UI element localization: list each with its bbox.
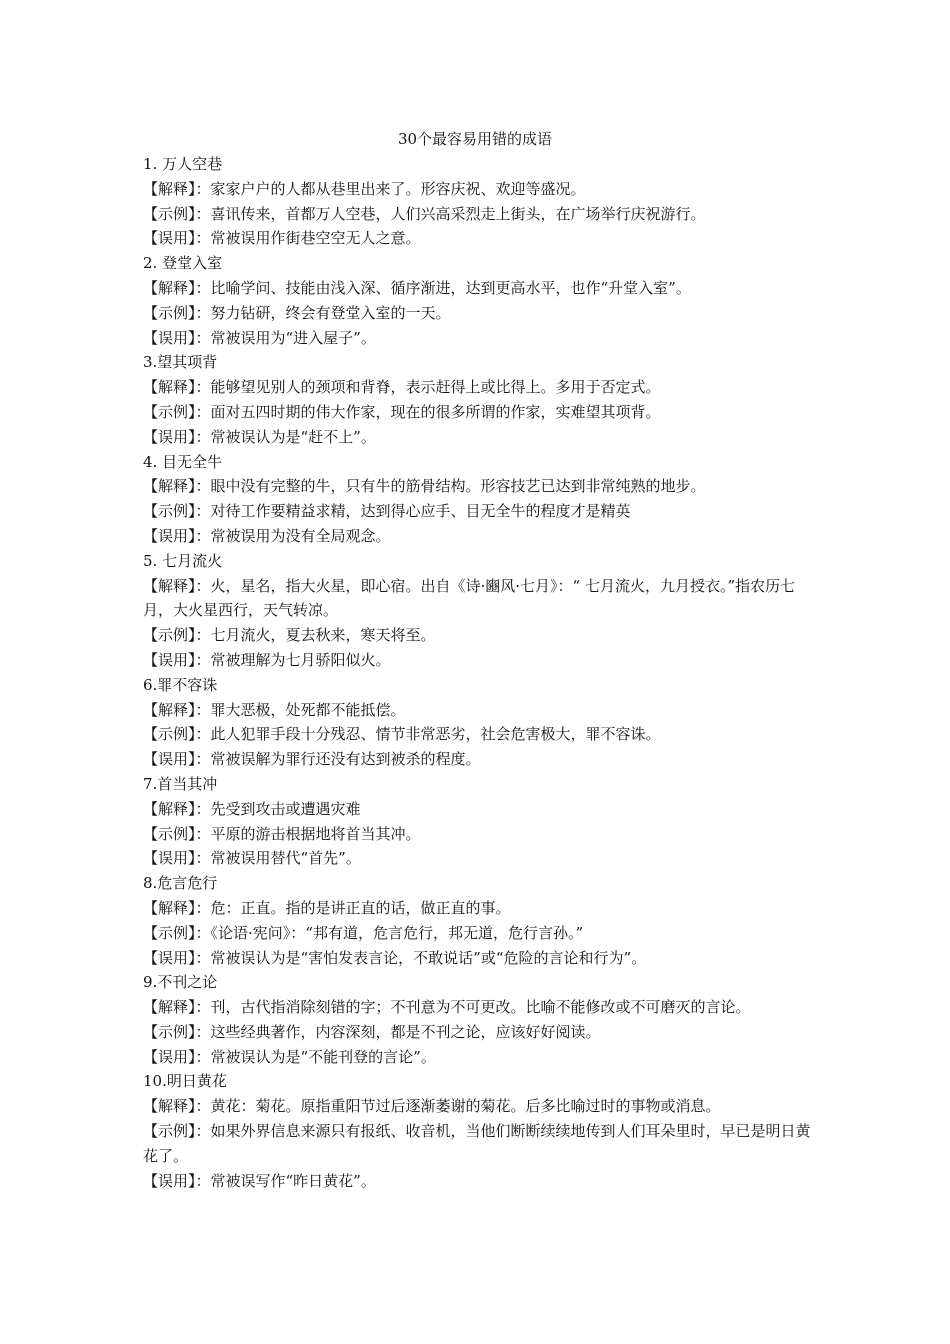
idiom-heading: 5. 七月流火 [143,551,223,570]
example-label: 【示例】： [143,402,211,421]
idiom-section [143,673,811,772]
example-line [143,202,811,227]
misuse-text: 常被理解为七月骄阳似火。 [210,650,391,669]
idiom-heading: 9.不刊之论 [143,973,218,992]
misuse-line [143,946,811,971]
misuse-line [143,524,811,549]
misuse-label: 【误用】： [143,948,211,967]
example-line [143,1119,811,1169]
example-label: 【示例】： [143,303,211,322]
misuse-line [143,1169,811,1194]
example-label: 【示例】： [143,1022,211,1041]
example-text: 此人犯罪手段十分残忍、情节非常恶劣，社会危害极大，罪不容诛。 [210,725,661,744]
page-title: 30个最容易用错的成语 [397,130,553,148]
example-label: 【示例】： [143,204,211,223]
idiom-section [143,871,811,970]
explanation-text: 危：正直。指的是讲正直的话，做正直的事。 [210,898,511,917]
misuse-text: 常被误写作“昨日黄花”。 [210,1171,376,1190]
explanation-label: 【解释】： [143,898,211,917]
misuse-label: 【误用】： [143,328,211,347]
explanation-line [143,995,811,1020]
explanation-text: 家家户户的人都从巷里出来了。形容庆祝、欢迎等盛况。 [210,179,586,198]
misuse-label: 【误用】： [143,1047,211,1066]
explanation-text: 先受到攻击或遭遇灾难 [210,799,361,818]
explanation-label: 【解释】： [143,179,211,198]
misuse-label: 【误用】： [143,427,211,446]
explanation-text: 黄花：菊花。原指重阳节过后逐渐萎谢的菊花。后多比喻过时的事物或消息。 [210,1097,721,1116]
misuse-text: 常被误用为“进入屋子”。 [210,328,376,347]
explanation-text: 眼中没有完整的牛，只有牛的筋骨结构。形容技艺已达到非常纯熟的地步。 [210,477,706,496]
example-text: 喜讯传来，首都万人空巷，人们兴高采烈走上街头，在广场举行庆祝游行。 [210,204,706,223]
explanation-label: 【解释】： [143,799,211,818]
example-label: 【示例】： [143,1122,211,1141]
misuse-label: 【误用】： [143,650,211,669]
explanation-text: 比喻学问、技能由浅入深、循序渐进，达到更高水平，也作“升堂入室”。 [210,278,691,297]
example-line [143,301,811,326]
explanation-line [143,276,811,301]
misuse-label: 【误用】： [143,1171,211,1190]
idiom-section [143,772,811,871]
example-label: 【示例】： [143,502,211,521]
misuse-line [143,747,811,772]
misuse-text: 常被误用作街巷空空无人之意。 [210,229,421,248]
explanation-line [143,375,811,400]
explanation-text: 刊，古代指消除刻错的字；不刊意为不可更改。比喻不能修改或不可磨灭的言论。 [210,998,751,1017]
example-text: 努力钻研，终会有登堂入室的一天。 [210,303,451,322]
example-text: 对待工作要精益求精，达到得心应手、目无全牛的程度才是精英 [210,502,631,521]
misuse-label: 【误用】： [143,229,211,248]
example-text: 七月流火，夏去秋来，寒天将至。 [210,626,436,645]
misuse-text: 常被误认为是“害怕发表言论，不敢说话”或“危险的言论和行为”。 [210,948,647,967]
explanation-line [143,1094,811,1119]
misuse-text: 常被误用替代“首先”。 [210,849,361,868]
idiom-heading: 10.明日黄花 [143,1072,227,1091]
misuse-line [143,226,811,251]
explanation-line [143,574,811,624]
example-line [143,822,811,847]
example-line [143,722,811,747]
idiom-heading: 2. 登堂入室 [143,254,223,273]
example-label: 【示例】： [143,923,211,942]
idiom-heading: 1. 万人空巷 [143,155,223,173]
explanation-label: 【解释】： [143,477,211,496]
idiom-section [143,970,811,1069]
example-label: 【示例】： [143,824,211,843]
explanation-label: 【解释】： [143,700,211,719]
explanation-line [143,896,811,921]
misuse-line [143,1045,811,1070]
example-line [143,1020,811,1045]
misuse-line [143,846,811,871]
example-text: 平原的游击根据地将首当其冲。 [210,824,421,843]
example-line [143,400,811,425]
misuse-line [143,648,811,673]
idiom-section [143,549,811,673]
idiom-section [143,450,811,549]
example-text: 这些经典著作，内容深刻，都是不刊之论，应该好好阅读。 [210,1022,601,1041]
explanation-label: 【解释】： [143,278,211,297]
idiom-section [143,350,811,449]
example-label: 【示例】： [143,725,211,744]
misuse-text: 常被误解为罪行还没有达到被杀的程度。 [210,750,481,769]
idiom-heading: 3.望其项背 [143,353,218,372]
example-label: 【示例】： [143,626,211,645]
idiom-heading: 7.首当其冲 [143,774,218,793]
explanation-label: 【解释】： [143,576,211,595]
example-text: 《论语·宪问》：“邦有道，危言危行，邦无道，危行言孙。” [210,923,584,942]
idiom-section [143,1069,811,1193]
idiom-section [143,152,811,251]
misuse-label: 【误用】： [143,526,211,545]
misuse-label: 【误用】： [143,849,211,868]
explanation-text: 能够望见别人的颈项和背脊，表示赶得上或比得上。多用于否定式。 [210,378,661,397]
misuse-text: 常被误认为是“赶不上”。 [210,427,376,446]
misuse-text: 常被误认为是“不能刊登的言论”。 [210,1047,436,1066]
explanation-text: 火，星名，指大火星，即心宿。出自《诗·豳风·七月》：“ 七月流火，九月授衣。”指农历七月，大火星西行，天气转凉。 [143,576,796,620]
idiom-heading: 6.罪不容诛 [143,675,218,694]
example-line [143,623,811,648]
explanation-line [143,474,811,499]
explanation-line [143,177,811,202]
misuse-line [143,425,811,450]
example-text: 面对五四时期的伟大作家，现在的很多所谓的作家，实难望其项背。 [210,402,661,421]
example-line [143,921,811,946]
example-text: 如果外界信息来源只有报纸、收音机，当他们断断续续地传到人们耳朵里时，早已是明日黄花了。 [143,1122,811,1165]
explanation-label: 【解释】： [143,378,211,397]
idiom-list [143,152,811,1193]
explanation-line [143,797,811,822]
misuse-line [143,326,811,351]
idiom-heading: 8.危言危行 [143,874,218,893]
idiom-section [143,251,811,350]
explanation-text: 罪大恶极，处死都不能抵偿。 [210,700,406,719]
misuse-label: 【误用】： [143,750,211,769]
misuse-text: 常被误用为没有全局观念。 [210,526,391,545]
idiom-heading: 4. 目无全牛 [143,452,223,471]
explanation-line [143,698,811,723]
explanation-label: 【解释】： [143,1097,211,1116]
example-line [143,499,811,524]
explanation-label: 【解释】： [143,998,211,1017]
